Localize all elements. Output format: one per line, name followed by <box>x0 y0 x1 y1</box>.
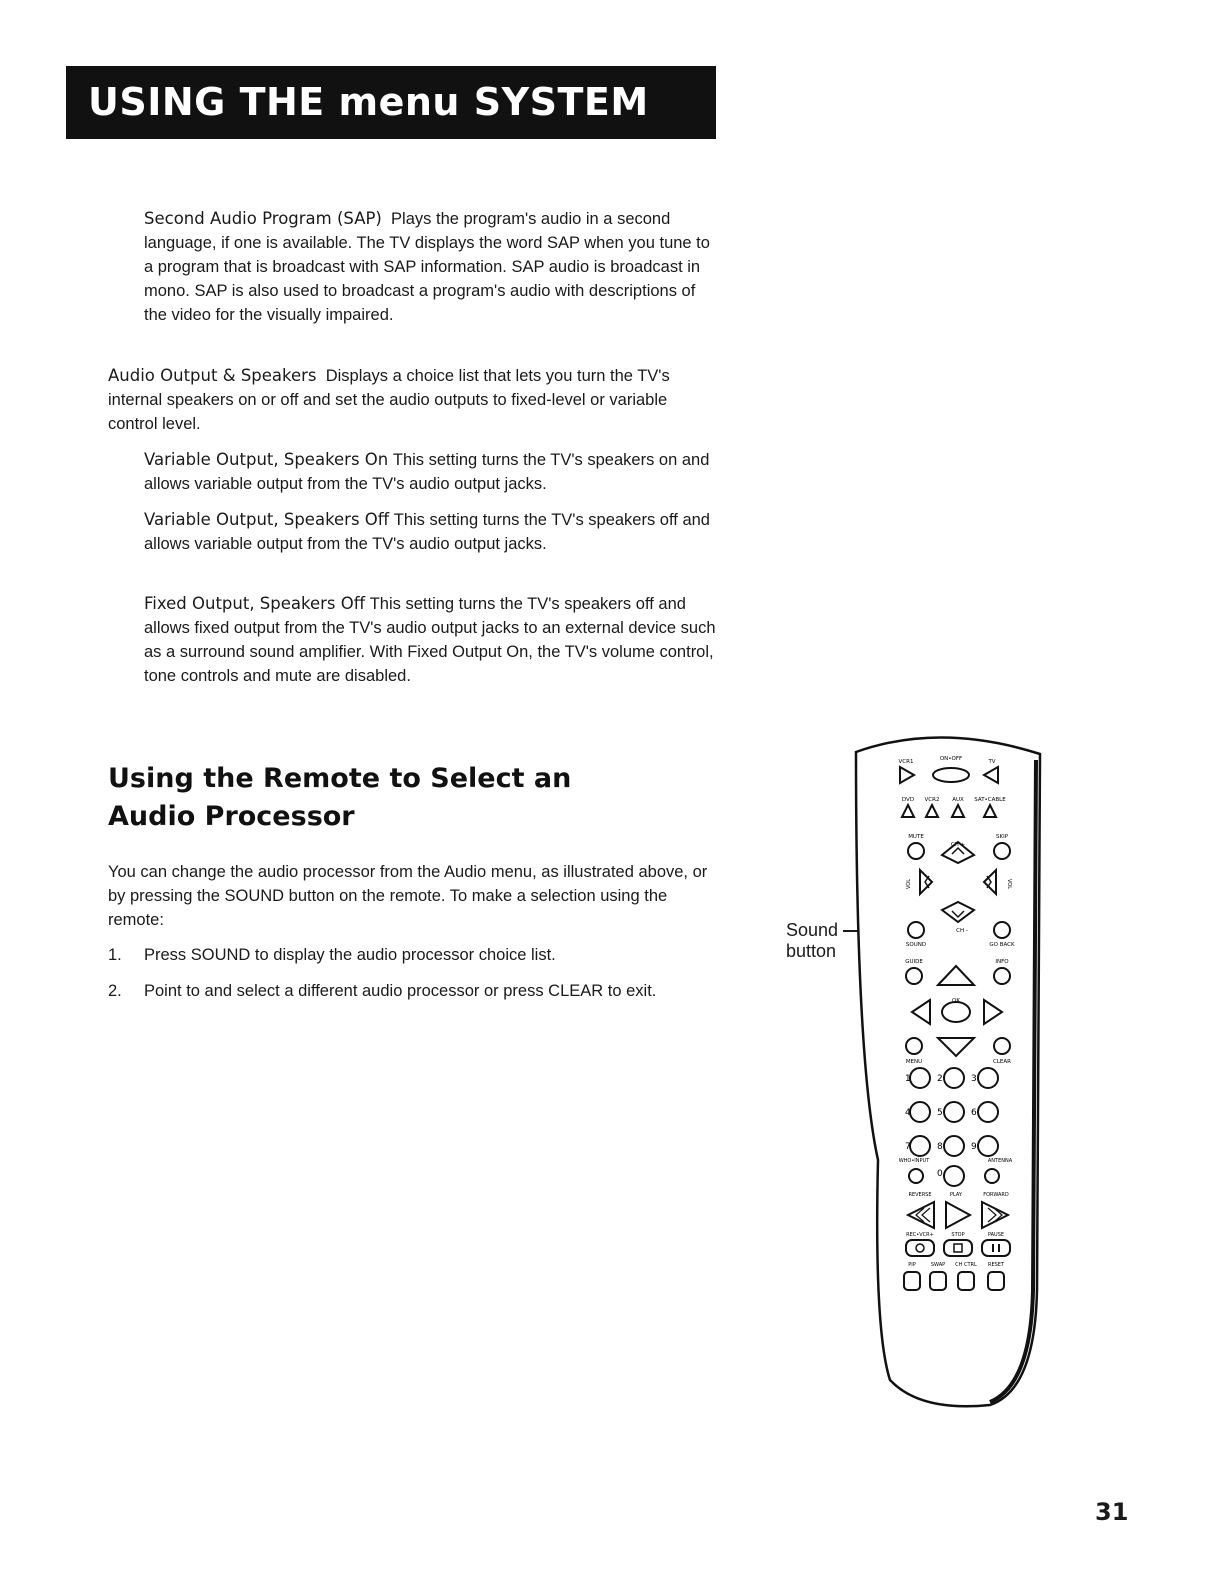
page-number: 31 <box>1095 1498 1129 1526</box>
digit-label: 6 <box>971 1108 977 1118</box>
info-label: INFO <box>995 959 1009 965</box>
remote-illustration <box>850 730 1050 1410</box>
skip-label: SKIP <box>995 834 1009 840</box>
option-term: Fixed Output, Speakers Off <box>144 594 366 613</box>
sap-term: Second Audio Program (SAP) <box>144 209 382 228</box>
digit-label: 1 <box>905 1074 911 1084</box>
aux-label: AUX <box>952 797 964 803</box>
ch-up-label: CH + <box>950 842 966 848</box>
option-fixed-off <box>144 592 719 688</box>
ch-down-label: CH - <box>956 928 968 934</box>
option-text: This setting turns the TV's speakers on and allows variable output from the TV's audio output jacks. <box>144 451 710 493</box>
digit-label: 2 <box>937 1074 943 1084</box>
digit-label: 4 <box>905 1108 911 1118</box>
vcr2-label: VCR2 <box>924 797 940 803</box>
step-text: Point to and select a different audio processor or press CLEAR to exit. <box>144 982 657 1000</box>
reset-label: RESET <box>987 1262 1005 1268</box>
callout-line1: Sound <box>786 920 839 940</box>
swap-label: SWAP <box>930 1262 946 1268</box>
option-variable-off <box>144 508 719 556</box>
menu-label: MENU <box>905 1059 923 1065</box>
sap-paragraph <box>144 207 719 327</box>
digit-label: 5 <box>937 1108 943 1118</box>
option-text: This setting turns the TV's speakers off and allows variable output from the TV's audio output jacks. <box>144 511 710 553</box>
sound-label: SOUND <box>905 942 927 948</box>
pip-label: PIP <box>908 1262 916 1268</box>
section-heading-line1: Using the Remote to Select an <box>108 763 572 794</box>
reverse-label: REVERSE <box>908 1192 932 1198</box>
remote-body <box>856 737 1040 1406</box>
digit-label: 7 <box>905 1142 911 1152</box>
vol-left-label: VOL <box>906 878 912 890</box>
section-heading <box>108 760 571 836</box>
option-term: Variable Output, Speakers Off <box>144 510 390 529</box>
option-variable-on <box>144 448 719 496</box>
option-term: Variable Output, Speakers On <box>144 450 389 469</box>
digit-label: 8 <box>937 1142 943 1152</box>
pause-label: PAUSE <box>987 1232 1005 1238</box>
forward-label: FORWARD <box>983 1192 1009 1198</box>
step-number: 2. <box>108 982 122 1000</box>
section-heading-line2: Audio Processor <box>108 801 355 832</box>
play-label: PLAY <box>949 1192 963 1198</box>
go-back-label: GO BACK <box>989 942 1015 948</box>
step-text: Press SOUND to display the audio processor choice list. <box>144 946 556 964</box>
vcr1-label: VCR1 <box>898 759 914 765</box>
ok-label: OK <box>952 998 960 1004</box>
option-text: This setting turns the TV's speakers off and allows fixed output from the TV's audio output jacks to an external device such as a surround sound amplifier. With Fixed Output On, the TV's volume control, tone controls and mute are disabled. <box>144 595 716 685</box>
list-item <box>108 943 719 967</box>
audio-output-paragraph <box>108 364 719 436</box>
tv-label: TV <box>988 759 996 765</box>
clear-label: CLEAR <box>993 1059 1011 1065</box>
callout-line2: button <box>786 941 837 961</box>
step-number: 1. <box>108 946 122 964</box>
guide-label: GUIDE <box>905 959 923 965</box>
mute-label: MUTE <box>908 834 924 840</box>
sat-cable-label: SAT•CABLE <box>974 797 1006 803</box>
stop-label: STOP <box>951 1232 965 1238</box>
page-title: USING THE menu SYSTEM <box>88 80 649 124</box>
steps-list <box>108 943 719 1015</box>
title-bar <box>66 66 716 139</box>
vol-right-label: VOL <box>1006 878 1012 890</box>
digit-label: 3 <box>971 1074 977 1084</box>
ch-ctrl-label: CH CTRL <box>955 1262 977 1268</box>
audio-output-text: Displays a choice list that lets you turn the TV's internal speakers on or off and set the audio outputs to fixed-level or variable control level. <box>108 367 670 433</box>
section-intro: You can change the audio processor from the Audio menu, as illustrated above, or by pressing the SOUND button on the remote. To make a selection using the remote: <box>108 863 708 929</box>
digit-label: 0 <box>937 1169 943 1179</box>
digit-label: 9 <box>971 1142 977 1152</box>
dvd-label: DVD <box>901 797 915 803</box>
audio-output-term: Audio Output & Speakers <box>108 366 317 385</box>
onoff-label: ON•OFF <box>939 756 963 762</box>
sap-text: Plays the program's audio in a second language, if one is available. The TV displays the word SAP when you tune to a program that is broadcast with SAP information. SAP audio is broadcast in mono. SAP is also used to broadcast a program's audio with descriptions of the video for the visually impaired. <box>144 210 710 324</box>
sound-button-callout <box>786 920 838 962</box>
rec-label: REC•VCR+ <box>906 1232 934 1238</box>
who-input-label: WHO•INPUT <box>898 1158 930 1164</box>
list-item <box>108 979 719 1003</box>
antenna-label: ANTENNA <box>987 1158 1013 1164</box>
